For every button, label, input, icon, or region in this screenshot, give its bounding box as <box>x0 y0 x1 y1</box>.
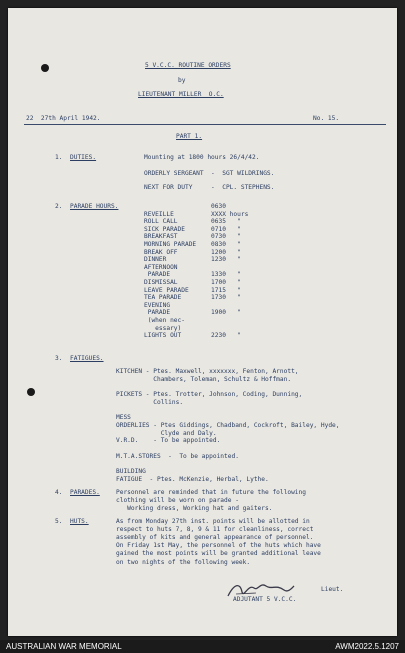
section-number: 5. <box>55 518 63 525</box>
fatigue-line: Chambers, Toleman, Schultz & Hoffman. <box>116 375 292 383</box>
order-date: 22 27th April 1942. <box>26 115 101 122</box>
parade-hours-row: (when nec- <box>144 317 185 324</box>
fatigue-line: MESS <box>116 414 131 422</box>
order-heading: 5 V.C.C. ROUTINE ORDERS <box>145 62 231 69</box>
parade-hours-label: PARADE HOURS. <box>70 203 119 210</box>
document-sheet <box>8 8 397 636</box>
parade-hours-row: MORNING PARADE 0830 " <box>144 241 241 248</box>
fatigues-label: FATIGUES. <box>70 355 104 362</box>
header-rule <box>24 124 386 125</box>
parade-hours-row: 0630 <box>144 203 226 210</box>
parades-label: PARADES. <box>70 489 100 496</box>
parade-hours-row: PARADE 1330 " <box>144 271 241 279</box>
duties-label: DUTIES. <box>70 154 97 161</box>
parade-hours-row: BREAKFAST 0730 " <box>144 233 241 241</box>
order-number: No. 15. <box>313 115 340 122</box>
huts-line: on two nights of the following week. <box>116 558 251 566</box>
parade-hours-row: TEA PARADE 1730 " <box>144 294 241 302</box>
punch-hole <box>27 388 35 396</box>
fatigue-line: PICKETS - Ptes. Trotter, Johnson, Coding, Dunning, <box>116 391 303 399</box>
section-number: 1. <box>55 154 63 161</box>
signature-rank: Lieut. <box>321 586 344 593</box>
parades-line: clothing will be worn on parade - <box>116 497 239 504</box>
by-line: by <box>178 77 186 84</box>
punch-hole <box>41 64 49 72</box>
signature-title: ADJUTANT 5 V.C.C. <box>233 596 297 603</box>
fatigue-line: V.R.D. - To be appointed. <box>116 437 221 445</box>
parade-hours-row: AFTERNOON <box>144 263 178 271</box>
author-line: LIEUTENANT MILLER O.C. <box>138 91 224 98</box>
fatigue-line: Collins. <box>116 398 184 406</box>
part-heading: PART 1. <box>176 133 203 140</box>
parade-hours-row: BREAK OFF 1200 " <box>144 248 241 256</box>
fatigue-line: ORDERLIES - Ptes Giddings, Chadband, Cockroft, Bailey, Hyde, <box>116 421 340 429</box>
section-number: 3. <box>55 355 63 362</box>
parade-hours-row: LEAVE PARADE 1715 " <box>144 286 241 294</box>
parade-hours-row: REVEILLE XXXX hours <box>144 210 249 218</box>
parade-hours-row: DINNER 1230 " <box>144 256 241 264</box>
huts-line: respect to huts 7, 8, 9 & 11 for cleanliness, correct <box>116 526 314 534</box>
parade-hours-row: LIGHTS OUT 2230 " <box>144 332 241 340</box>
parade-hours-row: essary) <box>144 324 182 332</box>
parade-hours-row: EVENING <box>144 301 171 309</box>
huts-label: HUTS. <box>70 518 89 525</box>
section-number: 4. <box>55 489 63 496</box>
fatigue-line: KITCHEN - Ptes. Maxwell, xxxxxxx, Fenton, Arnott, <box>116 368 299 375</box>
duties-line: Mounting at 1800 hours 26/4/42. <box>144 154 260 161</box>
duties-line: ORDERLY SERGEANT - SGT WILDRINGS. <box>144 170 275 177</box>
fatigue-line: FATIGUE - Ptes. McKenzie, Herbal, Lythe. <box>116 475 269 483</box>
parades-line: Working dress, Working hat and gaiters. <box>116 505 273 512</box>
fatigue-line: M.T.A.STORES - To be appointed. <box>116 452 239 460</box>
footer-accession-id: AWM2022.5.1207 <box>335 642 399 651</box>
archive-footer <box>0 640 405 653</box>
parade-hours-row: ROLL CALL 0635 " <box>144 218 241 226</box>
duties-line: NEXT FOR DUTY - CPL. STEPHENS. <box>144 184 275 191</box>
parade-hours-row: DISMISSAL 1700 " <box>144 279 241 286</box>
huts-line: assembly of kits and general appearance of personnel. <box>116 534 314 542</box>
huts-line: gained the most points will be granted additional leave <box>116 550 321 558</box>
parade-hours-row: SICK PARADE 0710 " <box>144 225 241 233</box>
huts-line: As from Monday 27th inst. points will be allotted in <box>116 518 310 525</box>
footer-institution: AUSTRALIAN WAR MEMORIAL <box>6 642 122 651</box>
fatigue-line: Clyde and Daly. <box>116 429 217 437</box>
huts-line: On Friday 1st May, the personnel of the huts which have <box>116 542 321 550</box>
fatigue-line: BUILDING <box>116 468 146 476</box>
section-number: 2. <box>55 203 63 210</box>
parade-hours-row: PARADE 1900 " <box>144 309 241 317</box>
parades-line: Personnel are reminded that in future the following <box>116 489 306 496</box>
